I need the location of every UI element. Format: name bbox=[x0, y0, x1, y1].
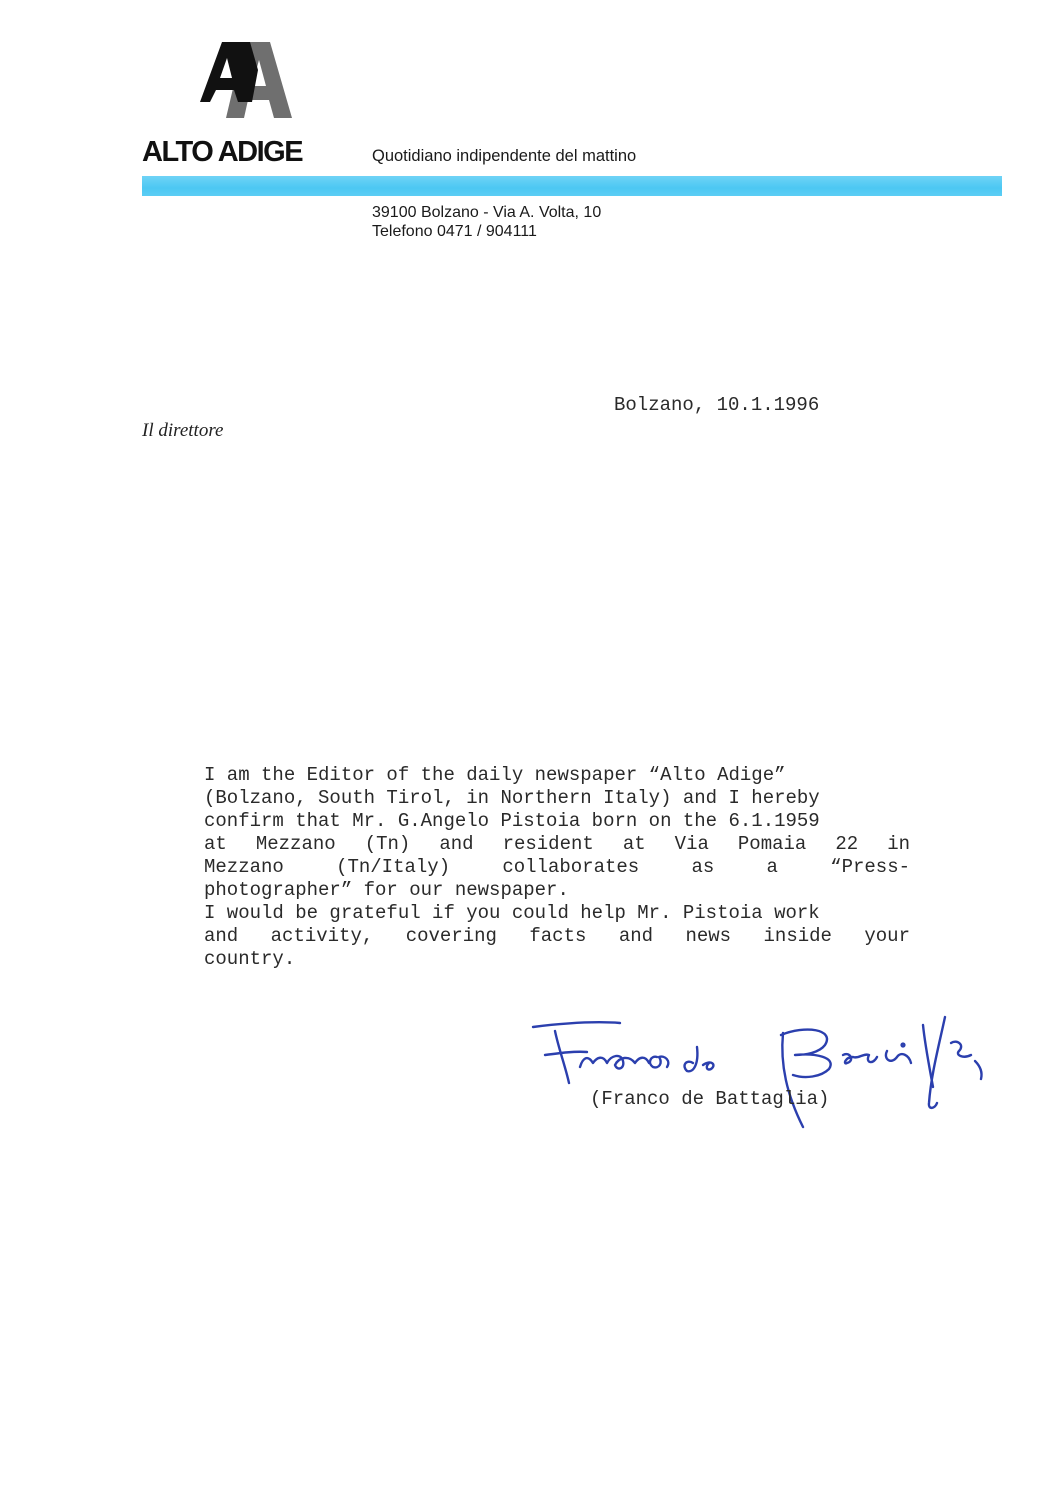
handwritten-signature bbox=[525, 1005, 995, 1130]
tagline: Quotidiano indipendente del mattino bbox=[372, 147, 637, 165]
body-line: I am the Editor of the daily newspaper “Alto Adige” bbox=[204, 764, 786, 786]
body-line: and activity, covering facts and news inside your bbox=[204, 925, 910, 947]
printed-name: (Franco de Battaglia) bbox=[590, 1088, 830, 1110]
letter-date: Bolzano, 10.1.1996 bbox=[614, 394, 820, 416]
body-line: confirm that Mr. G.Angelo Pistoia born on the 6.1.1959 bbox=[204, 810, 820, 832]
address-street: 39100 Bolzano - Via A. Volta, 10 bbox=[372, 204, 602, 221]
sender-role: Il direttore bbox=[142, 420, 224, 441]
brand-name: ALTO ADIGE bbox=[142, 136, 303, 168]
address-phone: Telefono 0471 / 904111 bbox=[372, 223, 537, 240]
body-line: at Mezzano (Tn) and resident at Via Pomaia 22 in bbox=[204, 833, 910, 855]
address-block bbox=[372, 203, 601, 241]
letterhead-band bbox=[142, 176, 1002, 196]
body-line: (Bolzano, South Tirol, in Northern Italy) and I hereby bbox=[204, 787, 820, 809]
body-line: I would be grateful if you could help Mr. Pistoia work bbox=[204, 902, 820, 924]
body-line: Mezzano (Tn/Italy) collaborates as a “Press- bbox=[204, 856, 910, 878]
alto-adige-logo bbox=[200, 40, 296, 120]
body-line: photographer” for our newspaper. bbox=[204, 879, 569, 901]
letter-body bbox=[204, 764, 910, 971]
body-line: country. bbox=[204, 948, 296, 970]
